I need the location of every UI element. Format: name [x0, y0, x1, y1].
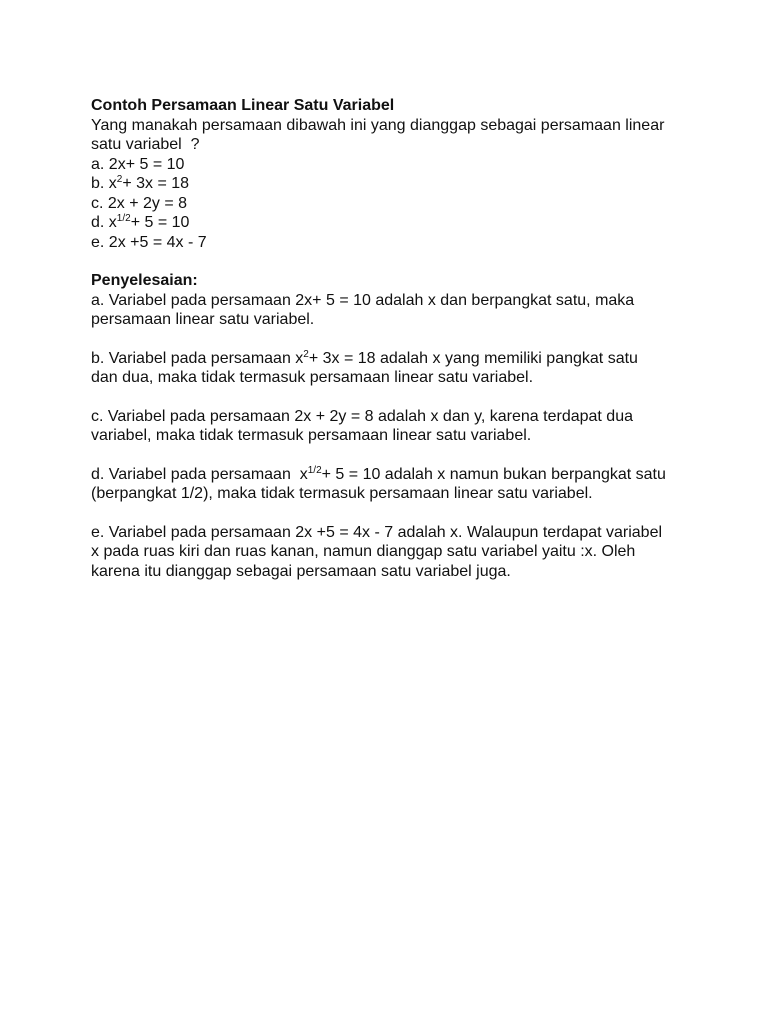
solution-d-line-1-post: + 5 = 10 adalah x namun bukan berpangkat satu [321, 465, 666, 483]
spacer [91, 252, 701, 271]
solution-d-exponent: 1/2 [307, 464, 322, 476]
solution-d-line-1-pre: d. Variabel pada persamaan x [91, 465, 308, 483]
solution-b-line-2: dan dua, maka tidak termasuk persamaan linear satu variabel. [91, 369, 534, 386]
option-c: c. 2x + 2y = 8 [91, 194, 188, 212]
solution-e [91, 523, 701, 582]
solution-d-line-1 [91, 465, 701, 485]
solution-a-line-2: persamaan linear satu variabel. [91, 311, 315, 328]
option-e: e. 2x +5 = 4x - 7 [91, 233, 207, 251]
option-d-post: + 5 = 10 [130, 214, 190, 231]
spacer [91, 330, 701, 349]
question-line-2: satu variabel ? [91, 136, 200, 153]
solution-c-line-1: c. Variabel pada persamaan 2x + 2y = 8 adalah x dan y, karena terdapat dua [91, 407, 633, 425]
question-line-1: Yang manakah persamaan dibawah ini yang dianggap sebagai persamaan linear [91, 116, 665, 134]
solution-d [91, 465, 701, 504]
solution-b-line-1-post: + 3x = 18 adalah x yang memiliki pangkat satu [308, 349, 638, 367]
document-title: Contoh Persamaan Linear Satu Variabel [91, 97, 395, 114]
spacer [91, 446, 701, 465]
spacer [91, 504, 701, 523]
option-d [91, 213, 701, 233]
option-d-exponent: 1/2 [116, 213, 131, 224]
solution-e-line-1: e. Variabel pada persamaan 2x +5 = 4x - 7 adalah x. Walaupun terdapat variabel [91, 523, 663, 541]
solution-c [91, 407, 701, 446]
option-a: a. 2x+ 5 = 10 [91, 155, 185, 173]
solution-a [91, 291, 701, 330]
solution-e-line-3: karena itu dianggap sebagai persamaan satu variabel juga. [91, 562, 511, 580]
spacer [91, 388, 701, 407]
solution-d-line-2: (berpangkat 1/2), maka tidak termasuk persamaan linear satu variabel. [91, 485, 593, 502]
solution-b-line-1-pre: b. Variabel pada persamaan x [91, 349, 304, 367]
solution-b-exponent: 2 [303, 348, 309, 360]
option-b-exponent: 2 [116, 174, 123, 185]
solution-e-line-2: x pada ruas kiri dan ruas kanan, namun dianggap satu variabel yaitu :x. Oleh [91, 543, 636, 560]
solution-a-line-1: a. Variabel pada persamaan 2x+ 5 = 10 adalah x dan berpangkat satu, maka [91, 291, 635, 309]
solution-c-line-2: variabel, maka tidak termasuk persamaan linear satu variabel. [91, 427, 532, 444]
document-page [91, 96, 701, 581]
option-b-post: + 3x = 18 [122, 175, 190, 192]
solution-b-line-1 [91, 349, 701, 369]
solution-b [91, 349, 701, 388]
option-b-pre: b. x [91, 175, 117, 192]
option-d-pre: d. x [91, 214, 117, 231]
option-b [91, 174, 701, 194]
solution-heading: Penyelesaian: [91, 272, 198, 289]
